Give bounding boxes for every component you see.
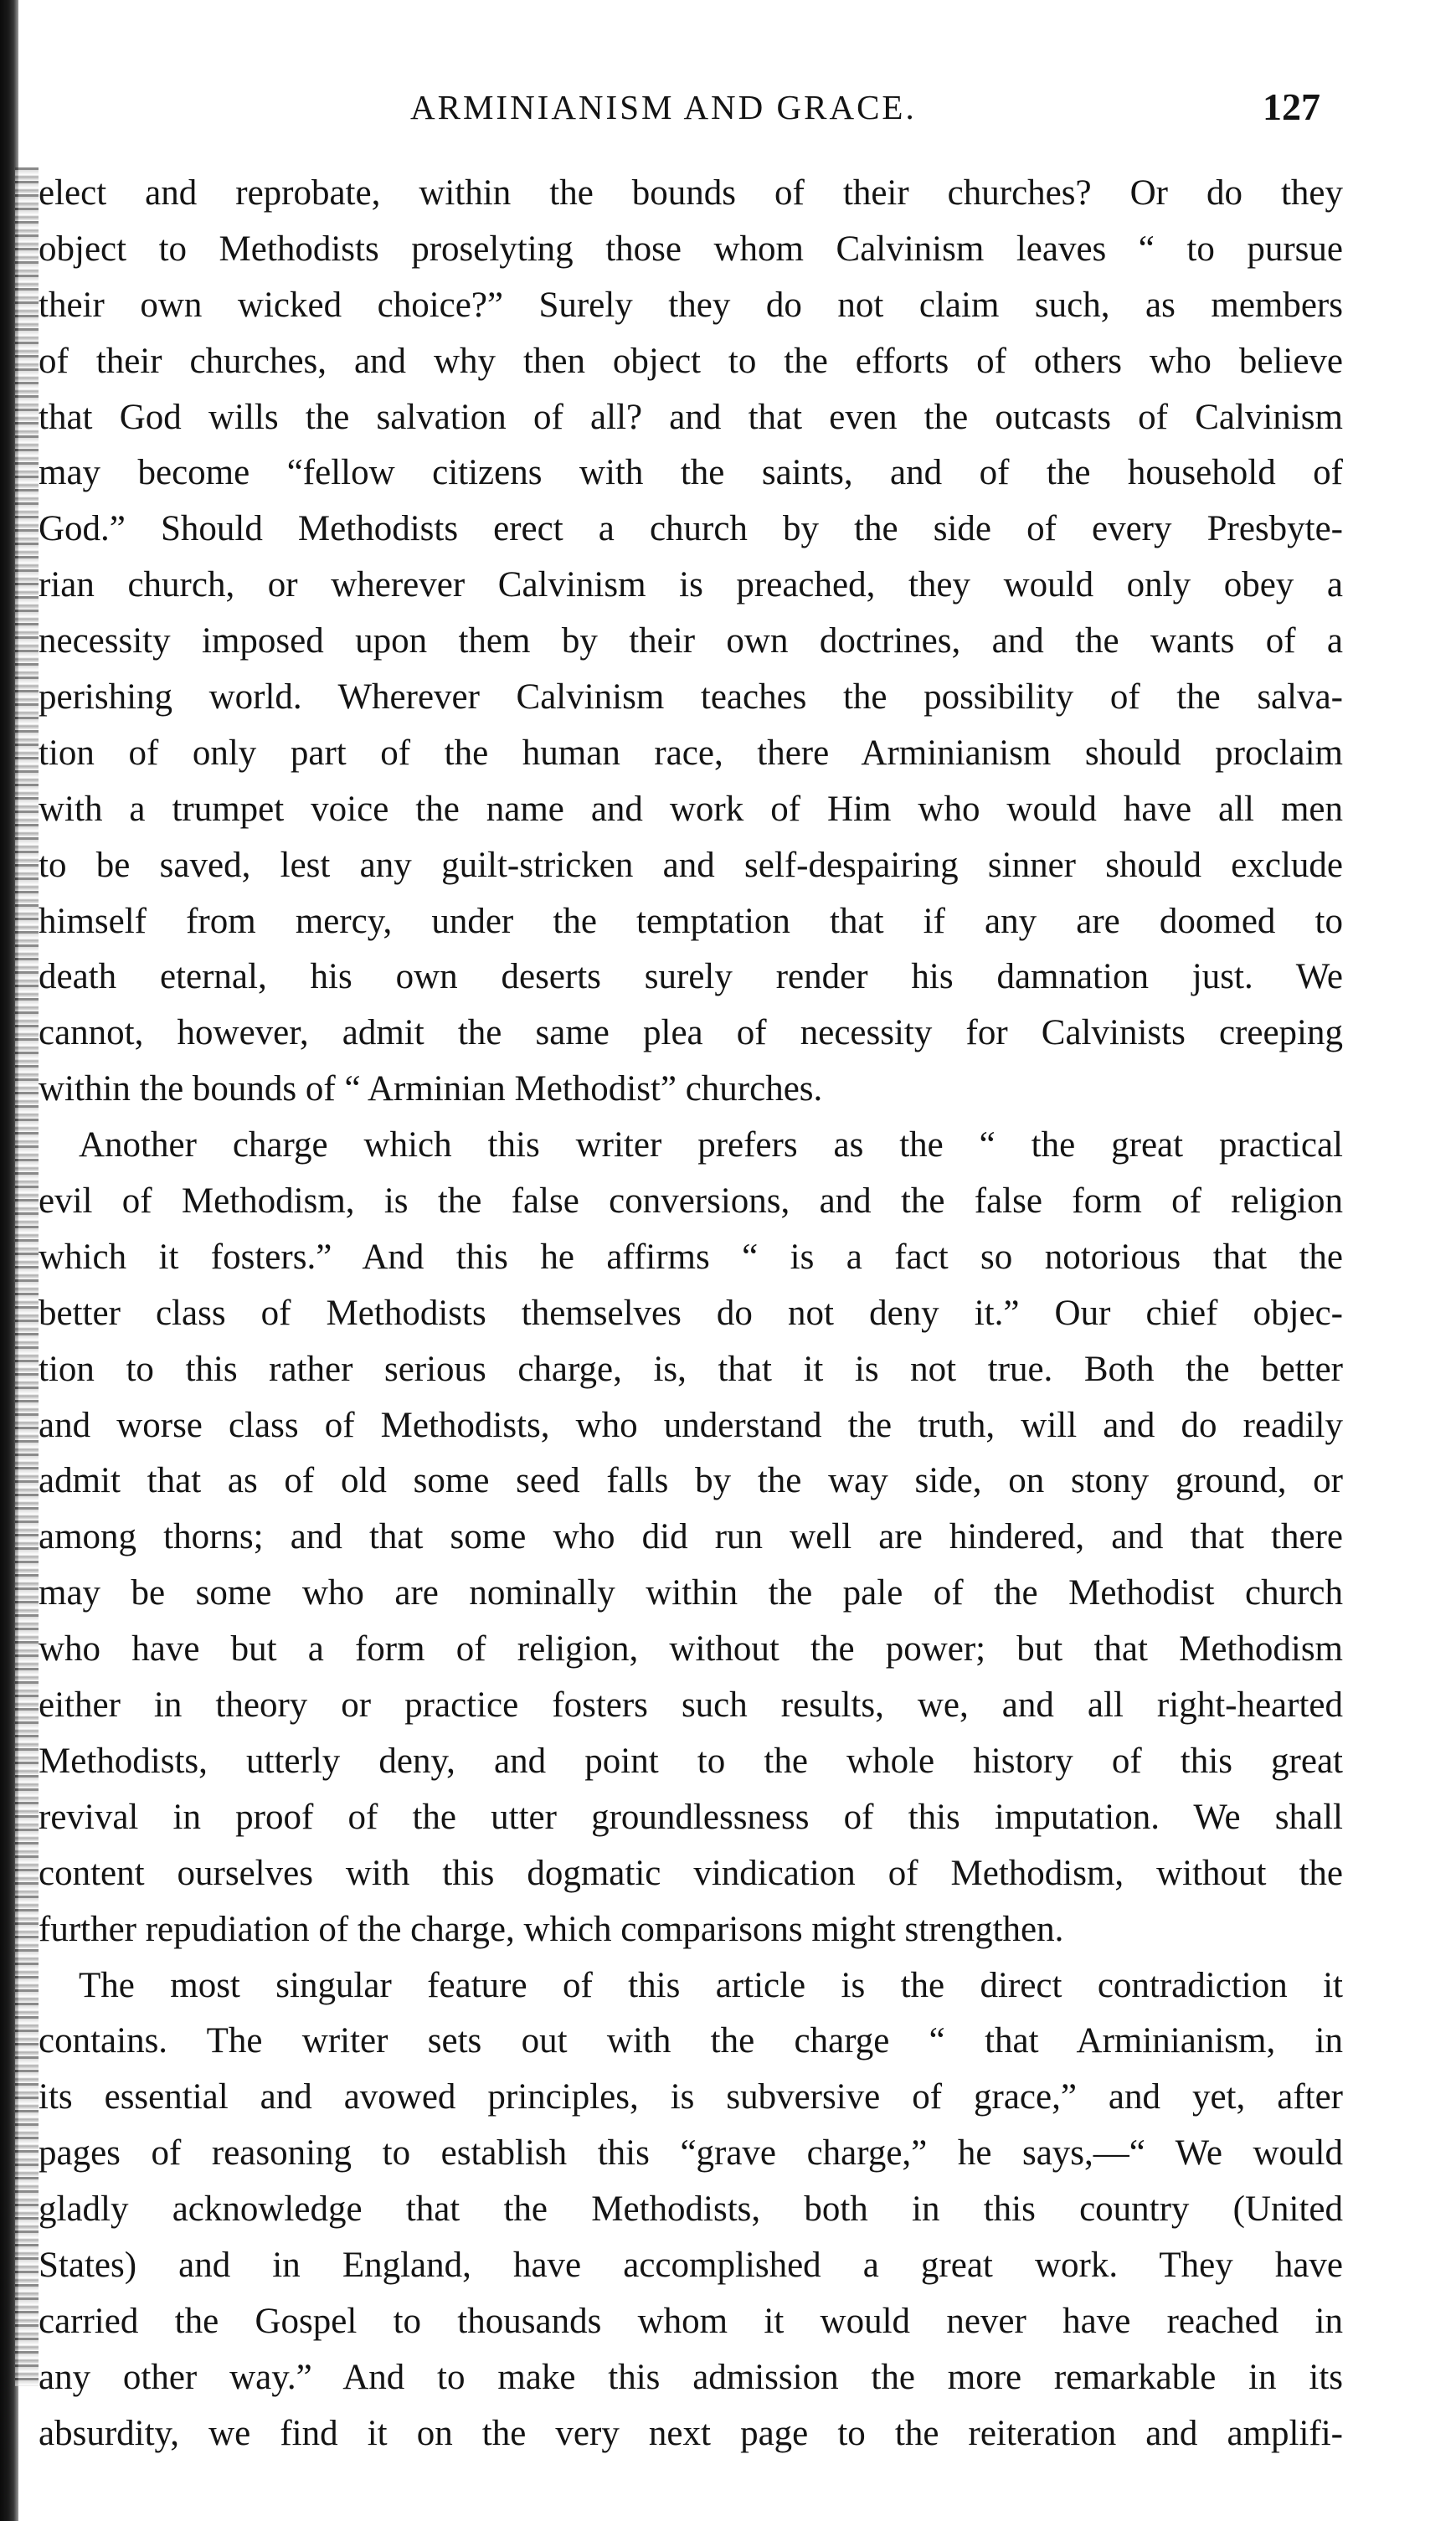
text-line: either in theory or practice fosters such results, we, and all right-hearted	[39, 1685, 1343, 1726]
text-line: of their churches, and why then object to the efforts of others who believe	[39, 341, 1343, 381]
text-line: tion of only part of the human race, there Arminianism should proclaim	[39, 733, 1343, 773]
text-line: necessity imposed upon them by their own doctrines, and the wants of a	[39, 621, 1343, 661]
text-line: and worse class of Methodists, who understand the truth, will and do readily	[39, 1405, 1343, 1445]
text-line: carried the Gospel to thousands whom it would never have reached in	[39, 2301, 1343, 2341]
text-line: may become “fellow citizens with the saints, and of the household of	[39, 453, 1343, 493]
text-line: among thorns; and that some who did run well are hindered, and that there	[39, 1517, 1343, 1557]
text-line: which it fosters.” And this he affirms “ is a fact so notorious that the	[39, 1237, 1343, 1277]
text-line: revival in proof of the utter groundlessness of this imputation. We shall	[39, 1797, 1343, 1837]
text-line: better class of Methodists themselves do not deny it.” Our chief objec-	[39, 1293, 1343, 1333]
text-line: absurdity, we find it on the very next page to the reiteration and amplifi-	[39, 2413, 1343, 2453]
text-line: content ourselves with this dogmatic vindication of Methodism, without the	[39, 1853, 1343, 1893]
text-line: its essential and avowed principles, is subversive of grace,” and yet, after	[39, 2077, 1343, 2117]
text-line: may be some who are nominally within the pale of the Methodist church	[39, 1573, 1343, 1613]
text-line: object to Methodists proselyting those whom Calvinism leaves “ to pursue	[39, 229, 1343, 269]
text-line: rian church, or wherever Calvinism is preached, they would only obey a	[39, 565, 1343, 605]
text-line: States) and in England, have accomplished a great work. They have	[39, 2245, 1343, 2285]
text-line: God.” Should Methodists erect a church by the side of every Presbyte-	[39, 509, 1343, 549]
text-line: tion to this rather serious charge, is, that it is not true. Both the better	[39, 1349, 1343, 1389]
text-line: evil of Methodism, is the false conversions, and the false form of religion	[39, 1181, 1343, 1222]
text-line: that God wills the salvation of all? and that even the outcasts of Calvinism	[39, 397, 1343, 437]
paragraph-end-line: further repudiation of the charge, which comparisons might strengthen.	[39, 1909, 1064, 1949]
text-line: any other way.” And to make this admission the more remarkable in its	[39, 2357, 1343, 2397]
running-head-title: ARMINIANISM AND GRACE.	[410, 88, 917, 126]
body-text	[39, 166, 1343, 2462]
paragraph-end-line: within the bounds of “ Arminian Methodist” churches.	[39, 1069, 823, 1109]
text-line: their own wicked choice?” Surely they do not claim such, as members	[39, 285, 1343, 325]
text-line: cannot, however, admit the same plea of necessity for Calvinists creeping	[39, 1013, 1343, 1053]
paragraph-start-line: The most singular feature of this article is the direct contradiction it	[79, 1965, 1343, 2005]
text-line: gladly acknowledge that the Methodists, both in this country (United	[39, 2189, 1343, 2230]
text-line: contains. The writer sets out with the charge “ that Arminianism, in	[39, 2021, 1343, 2061]
binding-edge-artifacts	[15, 167, 39, 2386]
text-line: perishing world. Wherever Calvinism teaches the possibility of the salva-	[39, 677, 1343, 718]
paragraph-start-line: Another charge which this writer prefers as the “ the great practical	[79, 1125, 1343, 1165]
text-line: pages of reasoning to establish this “grave charge,” he says,—“ We would	[39, 2133, 1343, 2174]
text-line: admit that as of old some seed falls by the way side, on stony ground, or	[39, 1461, 1343, 1501]
text-line: who have but a form of religion, without the power; but that Methodism	[39, 1629, 1343, 1670]
text-line: elect and reprobate, within the bounds of their churches? Or do they	[39, 173, 1343, 213]
text-line: himself from mercy, under the temptation that if any are doomed to	[39, 901, 1343, 941]
text-line: with a trumpet voice the name and work of Him who would have all men	[39, 789, 1343, 829]
running-head	[0, 82, 1456, 132]
page-number: 127	[1263, 85, 1320, 128]
text-line: to be saved, lest any guilt-stricken and self-despairing sinner should exclude	[39, 845, 1343, 885]
text-line: death eternal, his own deserts surely render his damnation just. We	[39, 957, 1343, 997]
text-line: Methodists, utterly deny, and point to the whole history of this great	[39, 1741, 1343, 1781]
